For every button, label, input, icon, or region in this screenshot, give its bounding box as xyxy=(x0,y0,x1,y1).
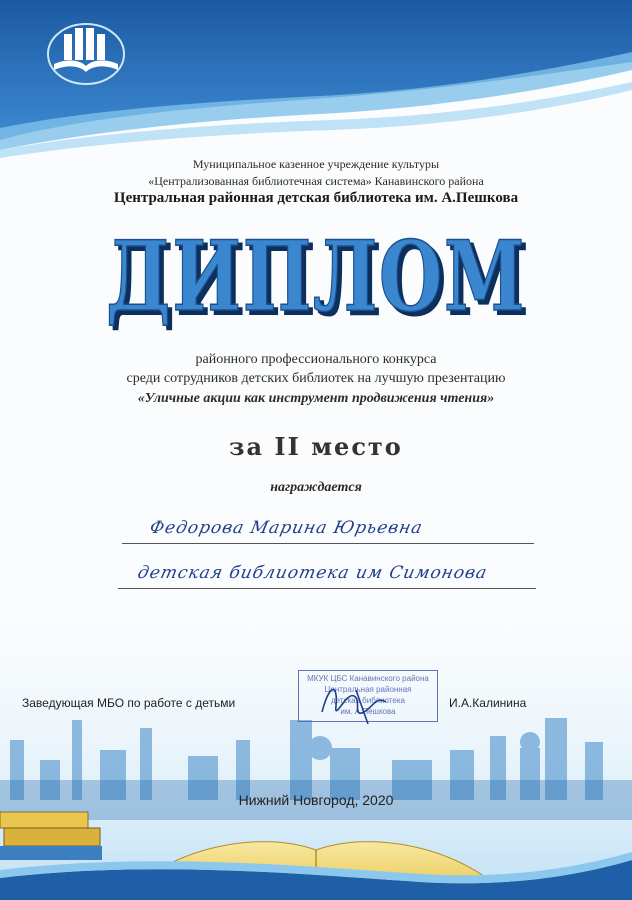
svg-text:ДИПЛОМ: ДИПЛОМ xyxy=(110,226,530,336)
library-name: Центральная районная детская библиотека им. А.Пешкова xyxy=(113,190,519,206)
official-stamp: МКУК ЦБС Канавинского района Центральная районная детская библиотека им. А.Пешкова xyxy=(298,670,438,722)
place-award: за II место xyxy=(229,432,403,461)
signature-scribble xyxy=(316,672,396,732)
city-date: Нижний Новгород, 2020 xyxy=(238,792,394,808)
name-underline xyxy=(122,543,534,544)
signer-position: Заведующая МБО по работе с детьми xyxy=(22,696,236,710)
book-stack-left xyxy=(0,812,102,860)
library-underline xyxy=(118,588,536,589)
org-line-2: «Централизованная библиотечная система» Канавинского района xyxy=(148,174,484,188)
signer-name: И.А.Калинина xyxy=(449,696,527,710)
library-logo xyxy=(44,20,128,86)
contest-line-1: районного профессионального конкурса xyxy=(195,352,437,367)
awarded-label: награждается xyxy=(270,480,362,495)
recipient-name: Федорова Марина Юрьевна xyxy=(147,518,425,538)
contest-topic: «Уличные акции как инструмент продвижения чтения» xyxy=(137,391,495,406)
diploma-title xyxy=(96,226,536,336)
svg-text:ДИПЛОМ: ДИПЛОМ xyxy=(106,226,526,333)
org-line-1: Муниципальное казенное учреждение культуры xyxy=(192,157,440,171)
recipient-library: детская библиотека им Симонова xyxy=(135,563,490,583)
contest-line-2: среди сотрудников детских библиотек на лучшую презентацию xyxy=(126,371,506,386)
